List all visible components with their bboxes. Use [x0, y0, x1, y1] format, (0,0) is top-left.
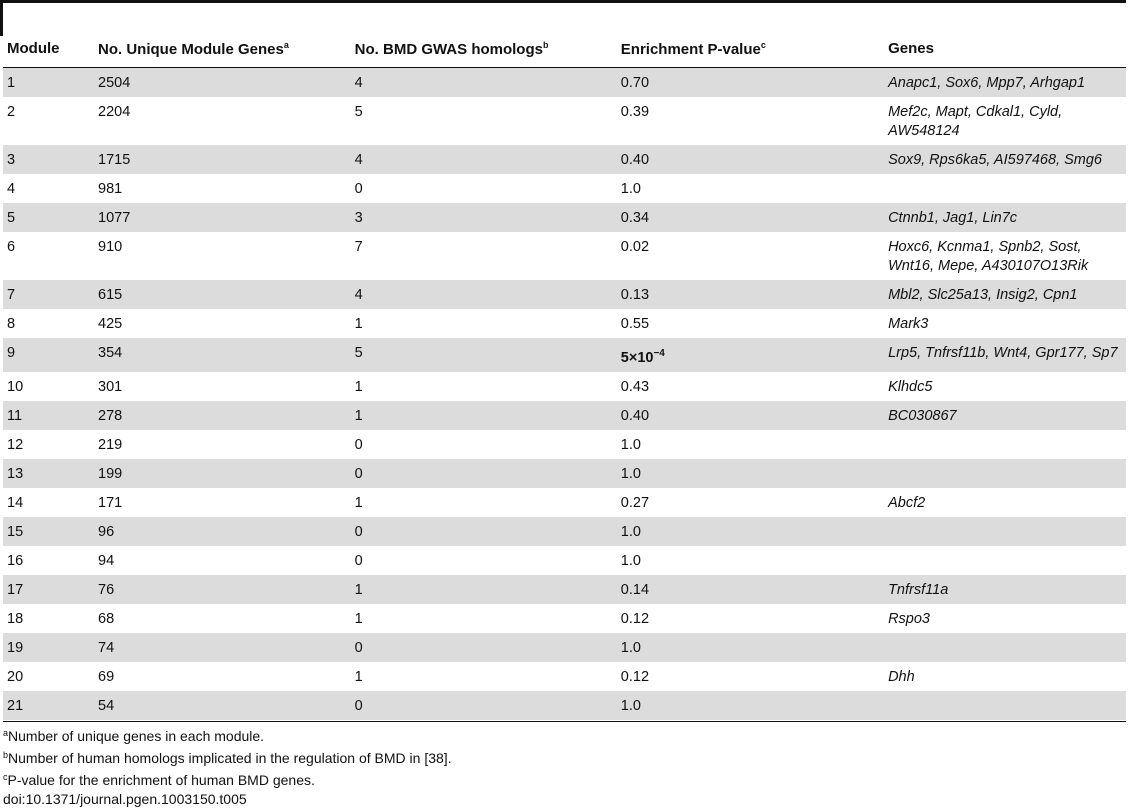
cell-genes: Ctnnb1, Jag1, Lin7c [884, 203, 1126, 232]
cell-gwas-homologs: 0 [351, 633, 617, 662]
cell-module: 11 [3, 401, 94, 430]
cell-genes: Hoxc6, Kcnma1, Spnb2, Sost, Wnt16, Mepe, A430107O13Rik [888, 239, 1089, 274]
cell-unique-genes: 96 [94, 517, 351, 546]
cell-genes [884, 546, 1126, 575]
cell-unique-genes: 910 [98, 239, 123, 255]
cell-gwas-homologs: 0 [351, 459, 617, 488]
table-row [3, 633, 1126, 662]
cell-genes: Klhdc5 [888, 379, 933, 395]
cell-module: 17 [3, 575, 94, 604]
cell-genes: Lrp5, Tnfrsf11b, Wnt4, Gpr177, Sp7 [884, 338, 1126, 372]
table-row [3, 604, 1126, 633]
cell-unique-genes: 94 [98, 553, 115, 569]
cell-gwas-homologs: 0 [351, 691, 617, 720]
cell-module: 1 [3, 68, 94, 98]
cell-gwas-homologs: 0 [354, 181, 363, 197]
header-row [3, 36, 1126, 68]
cell-genes [884, 633, 1126, 662]
cell-unique-genes: 981 [98, 181, 123, 197]
cell-unique-genes: 1715 [94, 145, 351, 174]
cell-module: 16 [7, 553, 24, 569]
table-row [3, 203, 1126, 232]
footnote-c: $^c$P-value for the enrichment of human BMD genes. [3, 772, 315, 788]
cell-genes: Dhh [888, 669, 915, 685]
table-row [3, 309, 1126, 338]
cell-genes [884, 459, 1126, 488]
table-row [3, 662, 1126, 691]
cell-gwas-homologs: 0 [351, 517, 617, 546]
cell-unique-genes: 1077 [94, 203, 351, 232]
table-row [3, 338, 1126, 372]
module-table [3, 36, 1126, 720]
cell-module: 21 [3, 691, 94, 720]
cell-unique-genes: 2504 [94, 68, 351, 98]
cell-unique-genes: 278 [94, 401, 351, 430]
cell-module: 14 [7, 495, 24, 511]
cell-gwas-homologs: 1 [354, 611, 363, 627]
cell-module: 10 [7, 379, 24, 395]
cell-module: 7 [3, 280, 94, 309]
cell-genes: Sox9, Rps6ka5, AI597468, Smg6 [884, 145, 1126, 174]
table-row [3, 145, 1126, 174]
cell-enrichment-pvalue: 1.0 [620, 181, 641, 197]
cell-gwas-homologs: 1 [351, 401, 617, 430]
footnote-a: $^a$Number of unique genes in each module. [3, 728, 265, 744]
top-rule [3, 0, 1126, 3]
cell-module: 2 [7, 104, 16, 120]
cell-genes: Mbl2, Slc25a13, Insig2, Cpn1 [884, 280, 1126, 309]
cell-enrichment-pvalue: 0.55 [620, 316, 650, 332]
header-gwas-homologs: No. BMD GWAS homologs$^b$ [354, 40, 549, 58]
cell-gwas-homologs: 0 [354, 553, 363, 569]
cell-gwas-homologs: 3 [351, 203, 617, 232]
cell-gwas-homologs: 5 [354, 104, 363, 120]
cell-enrichment-pvalue: 0.14 [617, 575, 884, 604]
cell-enrichment-pvalue: 1.0 [620, 553, 641, 569]
table-row [3, 546, 1126, 575]
cell-module: 20 [7, 669, 24, 685]
cell-module: 4 [7, 181, 16, 197]
cell-module: 12 [7, 437, 24, 453]
cell-genes: Tnfrsf11a [884, 575, 1126, 604]
cell-module: 3 [3, 145, 94, 174]
cell-gwas-homologs: 0 [354, 437, 363, 453]
cell-enrichment-pvalue: 0.12 [620, 611, 650, 627]
cell-genes: Abcf2 [888, 495, 926, 511]
cell-unique-genes: 354 [94, 338, 351, 372]
cell-module: 9 [3, 338, 94, 372]
cell-genes: Mark3 [888, 316, 929, 332]
table-row [3, 517, 1126, 546]
cell-unique-genes: 615 [94, 280, 351, 309]
cell-genes [884, 430, 1126, 459]
cell-module: 15 [3, 517, 94, 546]
cell-enrichment-pvalue: 0.40 [617, 401, 884, 430]
cell-genes: BC030867 [884, 401, 1126, 430]
cell-unique-genes: 68 [98, 611, 115, 627]
cell-gwas-homologs: 1 [351, 575, 617, 604]
header-enrichment-pvalue: Enrichment P-value$^c$ [620, 40, 766, 58]
header-module: Module [7, 40, 60, 57]
header-genes: Genes [888, 40, 934, 57]
bottom-rule [3, 721, 1126, 722]
cell-enrichment-pvalue: 1.0 [617, 691, 884, 720]
cell-enrichment-pvalue: 0.70 [617, 68, 884, 98]
cell-unique-genes: 301 [98, 379, 123, 395]
cell-unique-genes: 425 [98, 316, 123, 332]
cell-enrichment-pvalue: 1.0 [620, 437, 641, 453]
cell-gwas-homologs: 4 [351, 280, 617, 309]
cell-unique-genes: 2204 [98, 104, 131, 120]
table-row [3, 97, 1126, 145]
table-row [3, 232, 1126, 280]
cell-genes [884, 517, 1126, 546]
cell-module: 5 [3, 203, 94, 232]
cell-unique-genes: 69 [98, 669, 115, 685]
table-row [3, 401, 1126, 430]
cell-enrichment-pvalue: 0.12 [620, 669, 650, 685]
cell-module: 13 [3, 459, 94, 488]
cell-enrichment-pvalue: 1.0 [617, 459, 884, 488]
table-row [3, 280, 1126, 309]
table-row [3, 459, 1126, 488]
cell-gwas-homologs: 1 [354, 495, 363, 511]
cell-unique-genes: 54 [94, 691, 351, 720]
cell-unique-genes: 219 [98, 437, 123, 453]
cell-module: 18 [7, 611, 24, 627]
cell-enrichment-pvalue: 0.13 [617, 280, 884, 309]
cell-enrichment-pvalue: 1.0 [617, 633, 884, 662]
cell-enrichment-pvalue: 1.0 [617, 517, 884, 546]
cell-genes [884, 691, 1126, 720]
cell-gwas-homologs: 1 [354, 379, 363, 395]
cell-gwas-homologs: 5 [351, 338, 617, 372]
left-rule [0, 0, 3, 36]
cell-gwas-homologs: 1 [354, 316, 363, 332]
cell-module: 8 [7, 316, 16, 332]
table-row [3, 68, 1126, 98]
footnotes [3, 724, 452, 809]
cell-enrichment-pvalue: 0.39 [620, 104, 650, 120]
cell-unique-genes: 171 [98, 495, 123, 511]
cell-unique-genes: 76 [94, 575, 351, 604]
cell-genes [884, 174, 1126, 203]
cell-module: 6 [7, 239, 16, 255]
cell-enrichment-pvalue: 0.34 [617, 203, 884, 232]
cell-genes: Rspo3 [888, 611, 930, 627]
cell-unique-genes: 199 [94, 459, 351, 488]
table-row [3, 430, 1126, 459]
table-row [3, 488, 1126, 517]
cell-genes: Anapc1, Sox6, Mpp7, Arhgap1 [884, 68, 1126, 98]
cell-enrichment-pvalue: 0.02 [620, 239, 650, 255]
table-row [3, 174, 1126, 203]
cell-enrichment-pvalue: 0.43 [620, 379, 650, 395]
header-unique-genes: No. Unique Module Genes$^a$ [98, 40, 289, 58]
table-row [3, 575, 1126, 604]
cell-enrichment-pvalue: $5\times 10^{-4}$ [617, 338, 884, 372]
cell-gwas-homologs: 4 [351, 68, 617, 98]
footnote-b: $^b$Number of human homologs implicated in the regulation of BMD in [38]. [3, 750, 452, 766]
doi-text: doi:10.1371/journal.pgen.1003150.t005 [3, 791, 247, 807]
table-body [3, 68, 1126, 721]
cell-unique-genes: 74 [94, 633, 351, 662]
table-row [3, 372, 1126, 401]
cell-gwas-homologs: 4 [351, 145, 617, 174]
cell-gwas-homologs: 7 [354, 239, 363, 255]
cell-module: 19 [3, 633, 94, 662]
cell-gwas-homologs: 1 [354, 669, 363, 685]
cell-enrichment-pvalue: 0.40 [617, 145, 884, 174]
table-row [3, 691, 1126, 720]
cell-enrichment-pvalue: 0.27 [620, 495, 650, 511]
cell-genes: Mef2c, Mapt, Cdkal1, Cyld, AW548124 [888, 104, 1063, 139]
